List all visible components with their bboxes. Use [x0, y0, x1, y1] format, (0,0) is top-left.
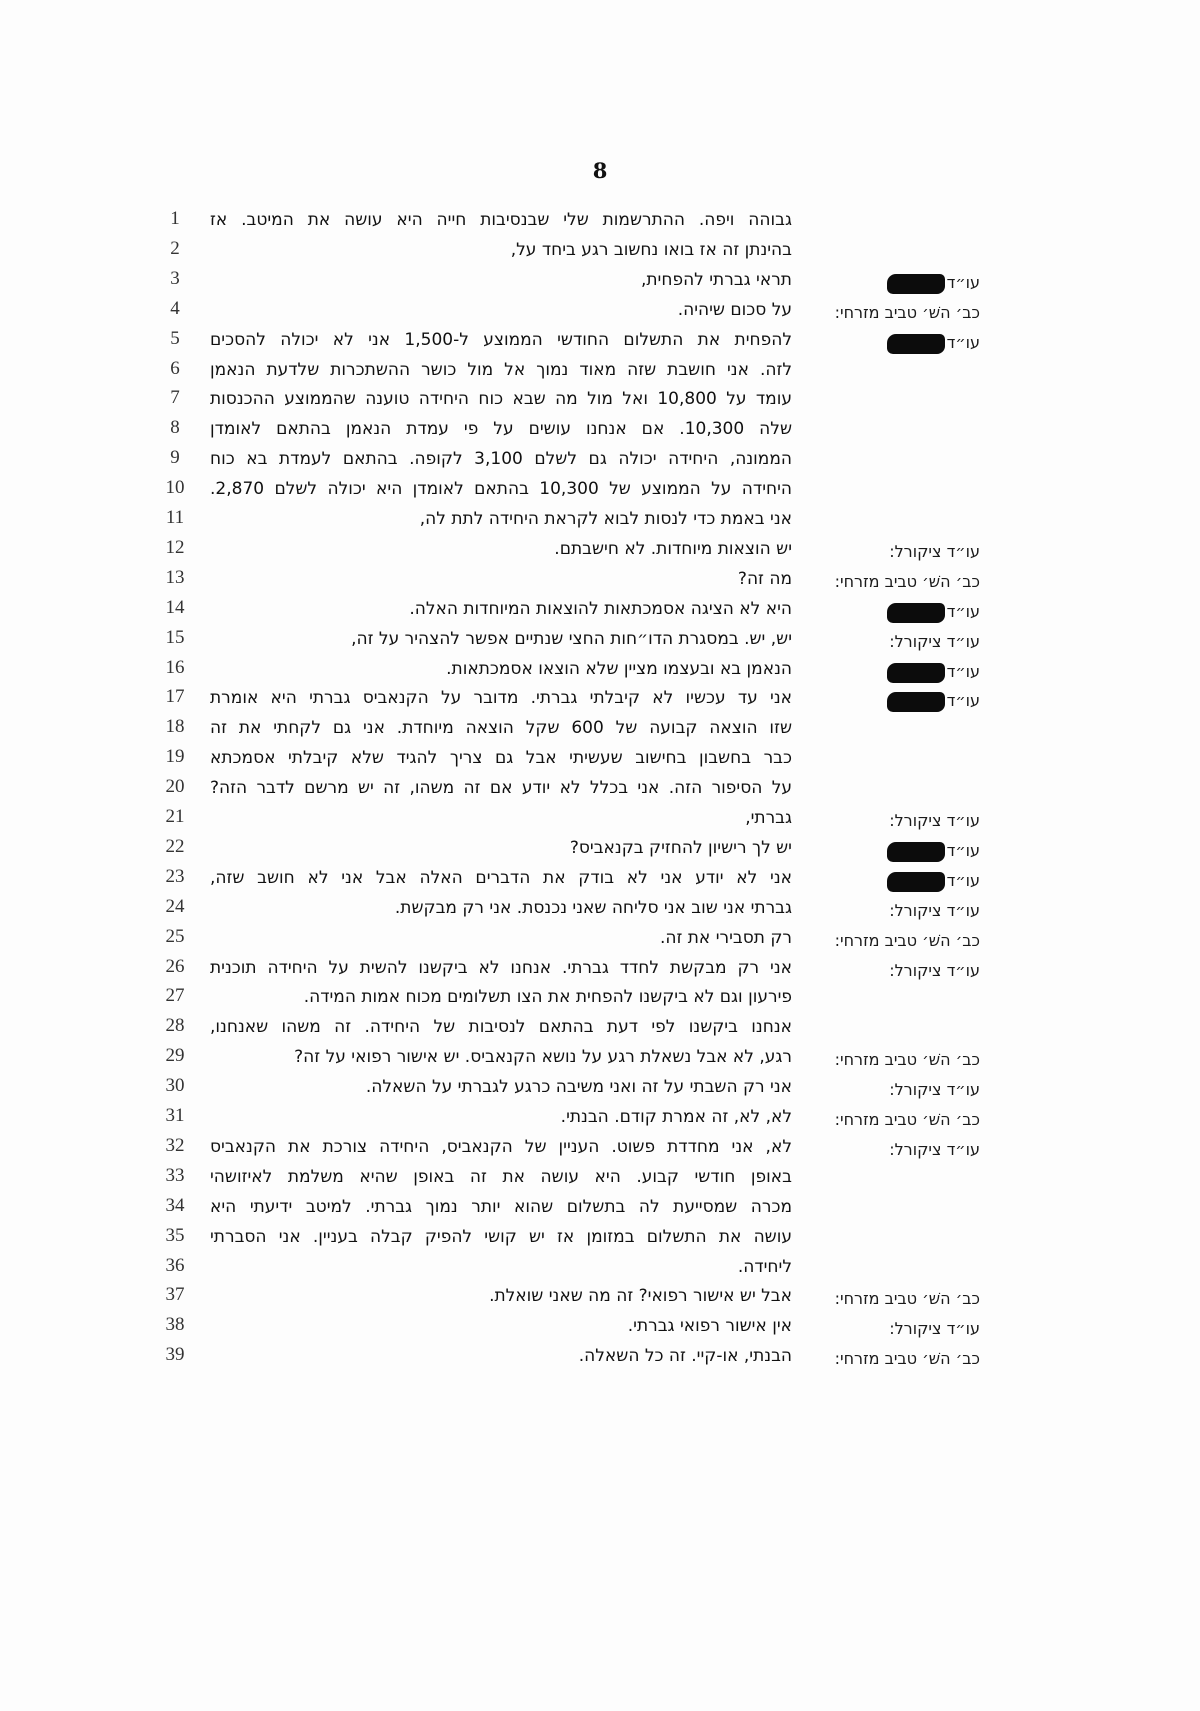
- line-number: 12: [165, 537, 185, 558]
- speaker-label-redacted: [800, 273, 980, 294]
- speaker-prefix: עו״ד: [946, 333, 980, 352]
- speaker-prefix: עו״ד: [946, 691, 980, 710]
- line-number: 21: [165, 806, 185, 827]
- redaction-mark: [887, 692, 945, 712]
- speaker-label: כב׳ השׁ׳ טביב מזרחי:: [834, 931, 980, 950]
- transcript-line: [210, 659, 980, 691]
- line-number: 16: [165, 657, 185, 678]
- transcript-line: [210, 778, 980, 810]
- speech-text: יש, יש. במסגרת הדו״חות החצי שנתיים אפשר להצהיר על זה,: [351, 629, 792, 649]
- line-number: 31: [165, 1105, 185, 1126]
- transcript-line: [210, 1167, 980, 1199]
- transcript-line: [210, 1017, 980, 1049]
- speech-text: אבל יש אישור רפואי? זה מה שאני שואלת.: [489, 1286, 792, 1306]
- speaker-label-redacted: [800, 602, 980, 623]
- speech-text: אני באמת כדי לנסות לבוא לקראת היחידה לתת לה,: [419, 509, 792, 529]
- redaction-mark: [887, 663, 945, 683]
- line-number: 2: [170, 238, 180, 259]
- speech-text: כבר בחשבון בחישוב שעשיתי אבל גם צריך להגיד שלא קיבלתי אסמכתא: [210, 748, 792, 768]
- transcript-line: [210, 1077, 980, 1109]
- speech-text: אין אישור רפואי גברתי.: [627, 1316, 792, 1336]
- transcript-line: [210, 718, 980, 750]
- line-number: 13: [165, 567, 185, 588]
- line-number: 17: [165, 686, 185, 707]
- speech-text: פירעון וגם לא ביקשנו להפחית את הצו תשלומים מכוח אמות המידה.: [303, 987, 792, 1007]
- line-number: 24: [165, 896, 185, 917]
- transcript-line: [210, 1107, 980, 1139]
- line-number: 4: [170, 298, 180, 319]
- speech-text: היא לא הציגה אסמכתאות להוצאות המיוחדות האלה.: [409, 599, 792, 619]
- speech-text: על סכום שיהיה.: [677, 300, 792, 320]
- speech-text: שלה 10,300. אם אנחנו עושים על פי עמדת הנאמן בהתאם לאומדן: [210, 419, 792, 439]
- speech-text: אני לא יודע אני לא בודק את הדברים האלה אבל אני לא חושב שזה,: [210, 868, 792, 888]
- transcript-line: [210, 1047, 980, 1079]
- speech-text: מה זה?: [737, 569, 792, 589]
- transcript-line: [210, 688, 980, 720]
- line-number: 26: [165, 956, 185, 977]
- line-number: 28: [165, 1015, 185, 1036]
- transcript-line: [210, 898, 980, 930]
- speech-text: רק תסבירי את זה.: [659, 928, 792, 948]
- transcript-line: [210, 1346, 980, 1378]
- transcript-line: [210, 1227, 980, 1259]
- speech-text: אנחנו ביקשנו לפי דעת בהתאם לנסיבות של היחידה. זה משהו שאנחנו,: [210, 1017, 792, 1037]
- line-number: 7: [170, 387, 180, 408]
- line-number: 22: [165, 836, 185, 857]
- transcript-line: [210, 808, 980, 840]
- line-number: 38: [165, 1314, 185, 1335]
- transcript-line: [210, 389, 980, 421]
- line-number: 33: [165, 1165, 185, 1186]
- transcript-line: [210, 449, 980, 481]
- line-number: 30: [165, 1075, 185, 1096]
- line-number: 20: [165, 776, 185, 797]
- transcript-line: [210, 1197, 980, 1229]
- line-number: 37: [165, 1284, 185, 1305]
- transcript-line: [210, 210, 980, 242]
- speech-text: על הסיפור הזה. אני בכלל לא יודע אם זה משהו, זה יש מרשם לדבר הזה?: [210, 778, 792, 798]
- speech-text: אני רק מבקשת לחדד גברתי. אנחנו לא ביקשנו להשית על היחידה תוכנית: [210, 958, 792, 978]
- speech-text: תראי גברתי להפחית,: [640, 270, 792, 290]
- speaker-label: עו״ד ציקורל:: [889, 1140, 980, 1159]
- speaker-label: עו״ד ציקורל:: [889, 1080, 980, 1099]
- line-number: 35: [165, 1225, 185, 1246]
- speech-text: יש לך רישיון להחזיק בקנאביס?: [569, 838, 792, 858]
- line-number: 19: [165, 746, 185, 767]
- line-number: 9: [170, 447, 180, 468]
- speech-text: לזה. אני חושבת שזה מאוד נמוך אל מול כושר ההשתכרות שלדעת הנאמן: [210, 360, 792, 380]
- transcript-line: [210, 1137, 980, 1169]
- speaker-label: עו״ד ציקורל:: [889, 811, 980, 830]
- line-number: 5: [170, 328, 180, 349]
- line-number: 3: [170, 268, 180, 289]
- speech-text: לא, אני מחדדת פשוט. העניין של הקנאביס, היחידה צורכת את הקנאביס: [210, 1137, 792, 1157]
- speech-text: להפחית את התשלום החודשי הממוצע ל-1,500 אני לא יכולה להסכים: [210, 330, 793, 350]
- line-number: 8: [170, 417, 180, 438]
- transcript-line: [210, 569, 980, 601]
- speech-text: גבוהה ויפה. ההתרשמות שלי שבנסיבות חייה היא עושה את המיטב. אז: [210, 210, 792, 230]
- speech-text: יש הוצאות מיוחדות. לא חישבתם.: [554, 539, 792, 559]
- speech-text: שזו הוצאה קבועה של 600 שקל הוצאה מיוחדת. אני גם לקחתי את זה: [210, 718, 792, 738]
- speaker-prefix: עו״ד: [946, 871, 980, 890]
- transcript-line: [210, 479, 980, 511]
- transcript-line: [210, 360, 980, 392]
- speaker-label-redacted: [800, 333, 980, 354]
- speaker-label: כב׳ השׁ׳ טביב מזרחי:: [834, 1289, 980, 1308]
- speaker-label: עו״ד ציקורל:: [889, 542, 980, 561]
- transcript-line: [210, 1257, 980, 1289]
- speaker-label: כב׳ השׁ׳ טביב מזרחי:: [834, 1050, 980, 1069]
- line-number: 15: [165, 627, 185, 648]
- speaker-label-redacted: [800, 662, 980, 683]
- speech-text: גברתי אני שוב אני סליחה שאני נכנסת. אני רק מבקשת.: [394, 898, 792, 918]
- transcript-line: [210, 958, 980, 990]
- redaction-mark: [887, 872, 945, 892]
- transcript-line: [210, 539, 980, 571]
- transcript-line: [210, 838, 980, 870]
- speaker-label-redacted: [800, 691, 980, 712]
- redaction-mark: [887, 842, 945, 862]
- line-number: 27: [165, 985, 185, 1006]
- line-number: 29: [165, 1045, 185, 1066]
- line-number: 18: [165, 716, 185, 737]
- speaker-label: כב׳ השׁ׳ טביב מזרחי:: [834, 1349, 980, 1368]
- transcript-line: [210, 300, 980, 332]
- speaker-prefix: עו״ד: [946, 602, 980, 621]
- speaker-prefix: עו״ד: [946, 273, 980, 292]
- line-number: 39: [165, 1344, 185, 1365]
- speaker-label: עו״ד ציקורל:: [889, 901, 980, 920]
- line-number: 6: [170, 358, 180, 379]
- line-number: 11: [165, 507, 185, 528]
- line-number: 36: [165, 1255, 185, 1276]
- redaction-mark: [887, 334, 945, 354]
- speaker-label: עו״ד ציקורל:: [889, 961, 980, 980]
- speaker-label: עו״ד ציקורל:: [889, 1319, 980, 1338]
- transcript-line: [210, 599, 980, 631]
- speech-text: ליחידה.: [737, 1257, 792, 1277]
- speech-text: עושה את התשלום במזומן אז יש קושי להפיק קבלה בעניין. אני הסברתי: [210, 1227, 792, 1247]
- redaction-mark: [887, 274, 945, 294]
- speech-text: עומד על 10,800 ואל מול מה שבא כוח היחידה טוענה שהממוצע ההכנסות: [210, 389, 792, 409]
- speech-text: הנאמן בא ובעצמו מציין שלא הוצאו אסמכתאות.: [446, 659, 792, 679]
- line-number: 23: [165, 866, 185, 887]
- line-number: 34: [165, 1195, 185, 1216]
- line-number: 25: [165, 926, 185, 947]
- page-number: 8: [592, 158, 608, 183]
- line-number: 14: [165, 597, 185, 618]
- speech-text: לא, לא, זה אמרת קודם. הבנתי.: [560, 1107, 792, 1127]
- speaker-label-redacted: [800, 841, 980, 862]
- transcript-line: [210, 240, 980, 272]
- transcript-line: [210, 748, 980, 780]
- speech-text: אני רק השבתי על זה ואני משיבה כרגע לגברתי על השאלה.: [365, 1077, 792, 1097]
- line-number: 10: [165, 477, 185, 498]
- transcript-line: [210, 330, 980, 362]
- transcript-line: [210, 868, 980, 900]
- speech-text: הבנתי, או-קיי. זה כל השאלה.: [578, 1346, 792, 1366]
- transcript-line: [210, 1316, 980, 1348]
- transcript-line: [210, 509, 980, 541]
- speaker-label: עו״ד ציקורל:: [889, 632, 980, 651]
- speaker-label: כב׳ השׁ׳ טביב מזרחי:: [834, 303, 980, 322]
- speech-text: אני עד עכשיו לא קיבלתי גברתי. מדובר על הקנאביס גברתי היא אומרת: [210, 688, 792, 708]
- speech-text: רגע, לא אבל נשאלת רגע על נושא הקנאביס. יש אישור רפואי על זה?: [294, 1047, 792, 1067]
- redaction-mark: [887, 603, 945, 623]
- line-number: 32: [165, 1135, 185, 1156]
- speech-text: גברתי,: [745, 808, 792, 828]
- speech-text: מכרה שמסייעת לה בתשלום שהוא יותר נמוך גברתי. למיטב ידיעתי היא: [210, 1197, 792, 1217]
- line-number: 1: [170, 208, 180, 229]
- speaker-prefix: עו״ד: [946, 662, 980, 681]
- speaker-label: כב׳ השׁ׳ טביב מזרחי:: [834, 572, 980, 591]
- transcript-line: [210, 629, 980, 661]
- speech-text: בהינתן זה אז בואו נחשוב רגע ביחד על,: [510, 240, 792, 260]
- speech-text: הממונה, היחידה יכולה גם לשלם 3,100 לקופה. בהתאם לעמדת בא כוח: [210, 449, 792, 469]
- speaker-label-redacted: [800, 871, 980, 892]
- transcript-line: [210, 987, 980, 1019]
- speaker-label: כב׳ השׁ׳ טביב מזרחי:: [834, 1110, 980, 1129]
- speech-text: באופן חודשי קבוע. היא עושה את זה באופן שהיא משלמת לאיזושהי: [210, 1167, 792, 1187]
- transcript-line: [210, 928, 980, 960]
- transcript-line: [210, 270, 980, 302]
- speaker-prefix: עו״ד: [946, 841, 980, 860]
- transcript-line: [210, 419, 980, 451]
- transcript-line: [210, 1286, 980, 1318]
- speech-text: היחידה על הממוצע של 10,300 בהתאם לאומדן היא יכולה לשלם 2,870.: [210, 479, 793, 499]
